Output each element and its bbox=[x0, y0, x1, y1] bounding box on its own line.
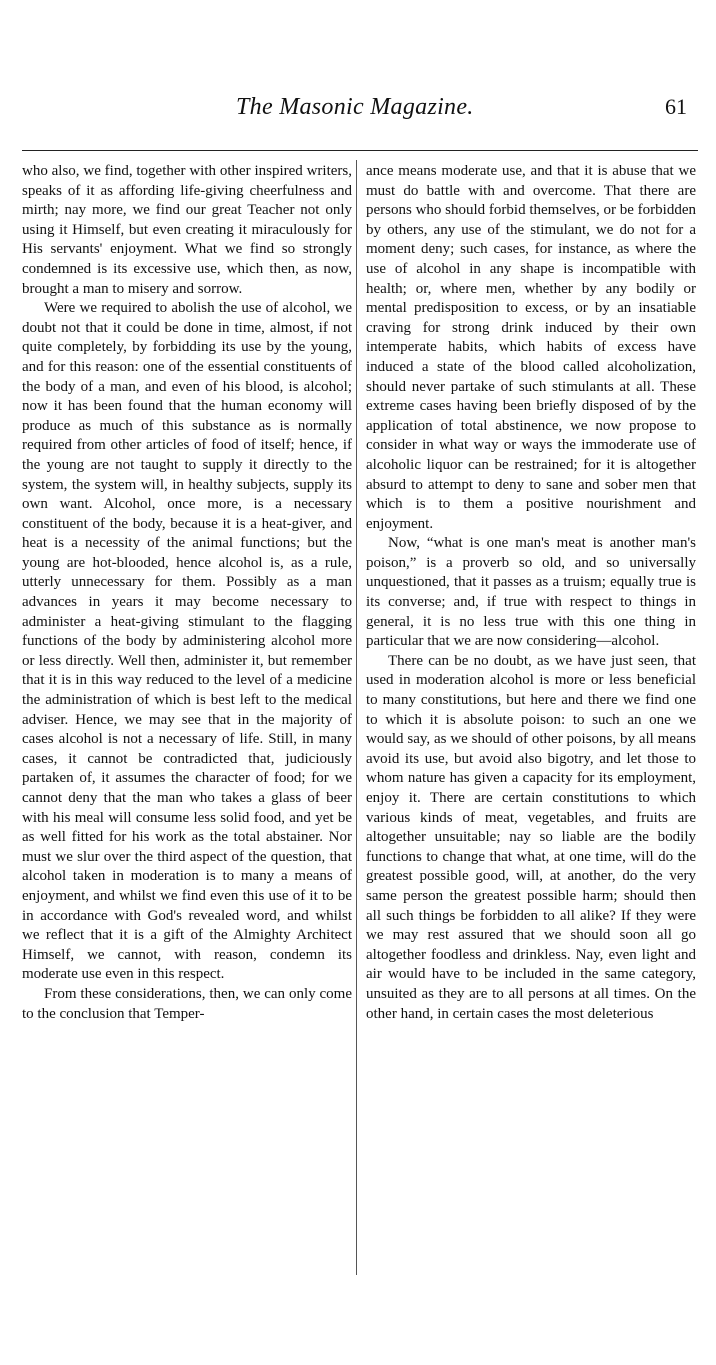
running-header bbox=[0, 88, 716, 128]
paragraph: ance means moderate use, and that it is abuse that we must do battle with and overcome. That there are persons who should forbid themselves, or be forbidden by others, any use of the stimulant, we do not for a moment deny; such cases, for instance, as where the use of alcohol in any shape is incompatible with health; or, where men, whether by any bodily or mental predisposition to excess, or by an insatiable craving for strong drink induced by their own intemperate habits, which habits of excess have induced a state of the blood called alcoholization, should never partake of such stimulants at all. These extreme cases having been briefly disposed of by the application of total abstinence, we now propose to consider in what way or ways the immoderate use of alcoholic liquor can be restrained; for it is altogether absurd to attempt to deny to sane and sober men that which is to them a positive nourishment and enjoyment. bbox=[366, 163, 696, 532]
right-column bbox=[366, 162, 696, 1024]
page-number: 61 bbox=[665, 94, 687, 119]
column-divider bbox=[356, 160, 357, 1275]
paragraph: Were we required to abolish the use of alcohol, we doubt not that it could be done in time, almost, if not quite completely, by forbidding its use by the young, and for this reason: one of the essential constituents of the body of a man, and even of his blood, is alcohol; now it has been found that the human economy will produce as much of this substance as is normally required from other articles of food of itself; hence, if the young are not taught to supply it directly to the system, the system will, in healthy subjects, supply its own want. Alcohol, once more, is a necessary constituent of the body, because it is a heat-giver, and heat is a necessity of the animal functions; but the young are hot-blooded, hence alcohol is, as a rule, utterly unnecessary for them. Possibly as a man advances in years it may become necessary to administer a heat-giving stimulant to the flagging functions of the body by administering alcohol more or less directly. Well then, administer it, but remember that it is in this way reduced to the level of a medicine the administration of which is best left to the medical adviser. Hence, we may see that in the majority of cases alcohol is not a necessary of life. Still, in many cases, it cannot be contradicted that, judiciously partaken of, it assumes the character of food; for we cannot deny that the man who takes a glass of beer with his meal will consume less solid food, and yet be as well fitted for his work as the total abstainer. Nor must we slur over the third aspect of the question, that alcohol taken in moderation is to many a means of enjoyment, and whilst we find even this use of it to be in accordance with God's revealed word, and whilst we reflect that it is a gift of the Almighty Architect Himself, we cannot, with reason, condemn its moderate use even in this respect. bbox=[22, 300, 352, 983]
paragraph: From these considerations, then, we can only come to the conclusion that Temper- bbox=[22, 985, 352, 1022]
left-column bbox=[22, 162, 352, 1024]
paragraph: who also, we find, together with other inspired writers, speaks of it as affording life-giving cheerfulness and mirth; nay more, we find our great Teacher not only using it Himself, but even creating it miraculously for His servants' enjoyment. What we find so strongly condemned is its excessive use, which then, as now, brought a man to misery and sorrow. bbox=[22, 163, 352, 297]
header-rule bbox=[22, 150, 698, 151]
paragraph: Now, “what is one man's meat is another man's poison,” is a proverb so old, and so universally unquestioned, that it passes as a truism; equally true is its converse; and, if true with respect to things in general, it is no less true with this one thing in particular that we are now considering—alcohol. bbox=[366, 535, 696, 650]
running-title: The Masonic Magazine. bbox=[236, 94, 474, 120]
paragraph: There can be no doubt, as we have just seen, that used in moderation alcohol is more or less beneficial to many constitutions, but here and there we find one to which it is absolute poison: to such an one we would say, as we should of other poisons, by all means avoid its use, but avoid also bigotry, and let those to whom nature has given a capacity for its employment, enjoy it. There are certain constitutions to which various kinds of meat, vegetables, and fruits are altogether unsuitable; nay so liable are the bodily functions to change that what, at one time, will do the greatest possible good, will, at another, do the very same person the greatest possible harm; should then all such things be forbidden to all alike? If they were we may rest assured that we should soon all go altogether foodless and drinkless. Nay, even light and air would have to be included in the same category, unsuited as they are to all persons at all times. On the other hand, in certain cases the most deleterious bbox=[366, 652, 696, 1022]
